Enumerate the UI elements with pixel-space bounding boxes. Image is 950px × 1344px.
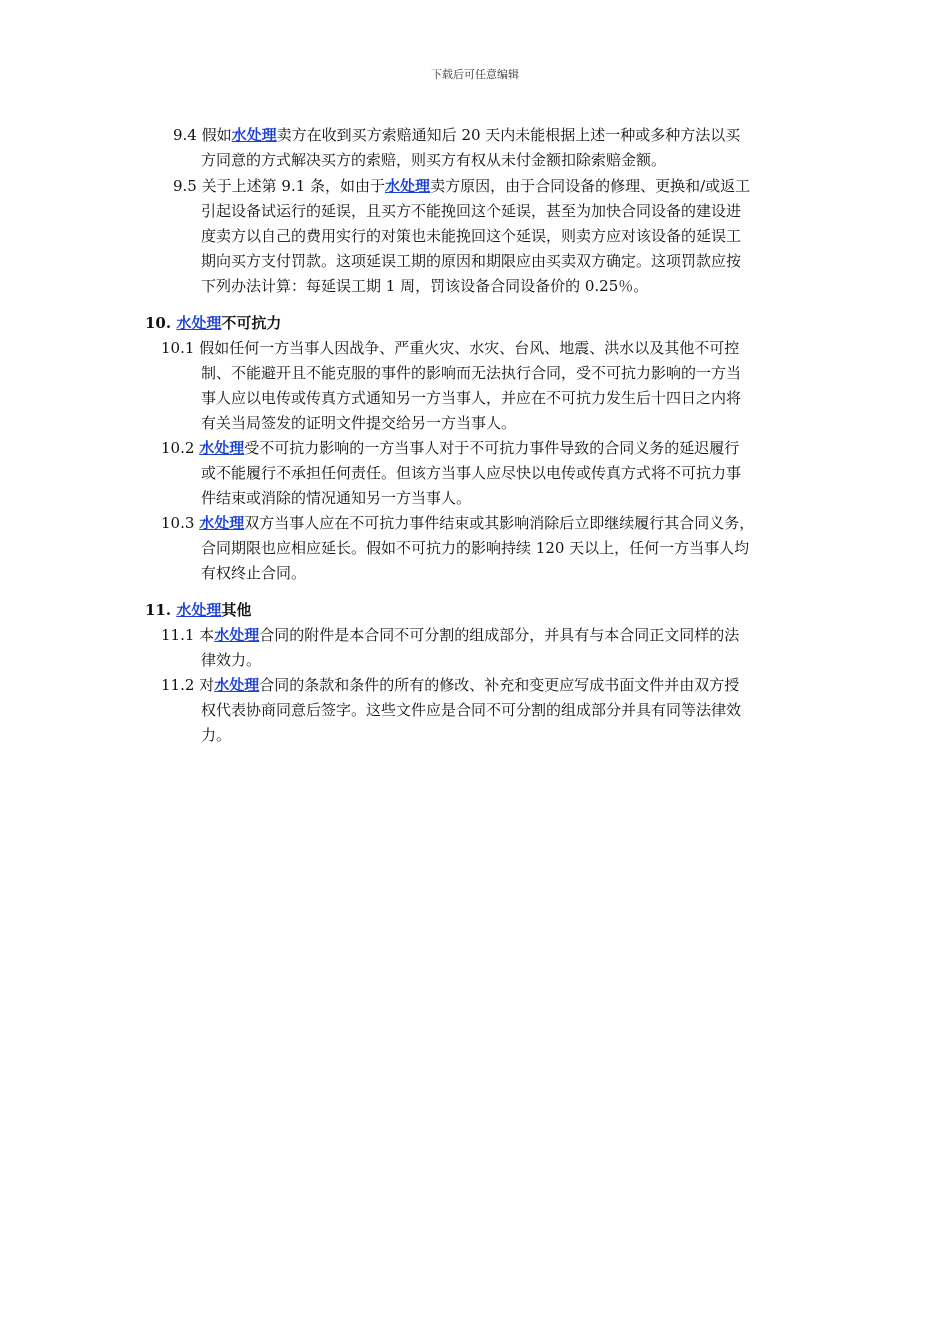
keyword-link[interactable]: 水处理 [199, 439, 245, 457]
clause-number: 10.1 [161, 339, 195, 357]
clause-line: 律效力。 [201, 651, 262, 669]
clause-first-line [173, 123, 740, 148]
clause-text: 受不可抗力影响的一方当事人对于不可抗力事件导致的合同义务的延迟履行 [244, 439, 740, 457]
clause-line: 度卖方以自己的费用实行的对策也未能挽回这个延误，则卖方应对该设备的延误工 [201, 227, 742, 245]
clause-line: 或不能履行不承担任何责任。但该方当事人应尽快以电传或传真方式将不可抗力事 [201, 464, 742, 482]
clause-number: 9.5 [173, 177, 197, 195]
clause-first-line [161, 511, 754, 536]
clause-number: 10.3 [161, 514, 195, 532]
keyword-link[interactable]: 水处理 [176, 314, 222, 332]
section-title: 不可抗力 [221, 314, 282, 332]
clause-text: 卖方在收到买方索赔通知后 20 天内未能根据上述一种或多种方法以买 [276, 126, 741, 144]
clause-line: 引起设备试运行的延误，且买方不能挽回这个延误，甚至为加快合同设备的建设进 [201, 202, 742, 220]
clause-number: 10.2 [161, 439, 195, 457]
clause-first-line [161, 623, 739, 648]
clause-line: 件结束或消除的情况通知另一方当事人。 [201, 489, 472, 507]
clause-text: 本 [199, 626, 215, 644]
clause-text: 假如 [201, 126, 232, 144]
clause-line: 合同期限也应相应延长。假如不可抗力的影响持续 120 天以上，任何一方当事人均 [201, 539, 750, 557]
clause-line: 方同意的方式解决买方的索赔，则买方有权从未付金额扣除索赔金额。 [201, 151, 667, 169]
section-heading-11 [145, 598, 251, 623]
section-number: 11. [145, 601, 172, 619]
clause-text: 假如任何一方当事人因战争、严重火灾、水灾、台风、地震、洪水以及其他不可控 [199, 339, 740, 357]
clause-9-5 [173, 174, 750, 299]
clause-first-line [161, 336, 741, 361]
section-number: 10. [145, 314, 172, 332]
section-title: 其他 [221, 601, 252, 619]
clause-number: 11.2 [161, 676, 195, 694]
clause-number: 9.4 [173, 126, 197, 144]
clause-text: 双方当事人应在不可抗力事件结束或其影响消除后立即继续履行其合同义务， [244, 514, 755, 532]
page-header: 下载后可任意编辑 [431, 68, 519, 81]
keyword-link[interactable]: 水处理 [176, 601, 222, 619]
clause-text: 卖方原因，由于合同设备的修理、更换和/或返工 [430, 177, 751, 195]
clause-line: 期向买方支付罚款。这项延误工期的原因和期限应由买卖双方确定。这项罚款应按 [201, 252, 742, 270]
keyword-link[interactable]: 水处理 [199, 514, 245, 532]
section-heading-10 [145, 311, 281, 336]
clause-10-1 [161, 336, 741, 436]
clause-line: 有权终止合同。 [201, 564, 307, 582]
clause-line: 权代表协商同意后签字。这些文件应是合同不可分割的组成部分并具有同等法律效 [201, 701, 742, 719]
clause-text: 对 [199, 676, 215, 694]
clause-number: 11.1 [161, 626, 195, 644]
clause-line: 下列办法计算：每延误工期 1 周，罚该设备合同设备价的 0.25％。 [201, 277, 649, 295]
clause-line: 事人应以电传或传真方式通知另一方当事人，并应在不可抗力发生后十四日之内将 [201, 389, 742, 407]
clause-11-1 [161, 623, 739, 673]
clause-11-2 [161, 673, 741, 748]
clause-10-3 [161, 511, 754, 586]
clause-text: 合同的条款和条件的所有的修改、补充和变更应写成书面文件并由双方授 [259, 676, 740, 694]
clause-text: 关于上述第 9.1 条，如由于 [201, 177, 386, 195]
clause-10-2 [161, 436, 741, 511]
keyword-link[interactable]: 水处理 [214, 626, 260, 644]
clause-text: 合同的附件是本合同不可分割的组成部分，并具有与本合同正文同样的法 [259, 626, 740, 644]
clause-9-4 [173, 123, 740, 173]
keyword-link[interactable]: 水处理 [214, 676, 260, 694]
keyword-link[interactable]: 水处理 [231, 126, 277, 144]
clause-first-line [161, 436, 741, 461]
keyword-link[interactable]: 水处理 [385, 177, 431, 195]
clause-line: 力。 [201, 726, 232, 744]
clause-line: 制、不能避开且不能克服的事件的影响而无法执行合同，受不可抗力影响的一方当 [201, 364, 742, 382]
clause-first-line [161, 673, 741, 698]
clause-first-line [173, 174, 750, 199]
clause-line: 有关当局签发的证明文件提交给另一方当事人。 [201, 414, 517, 432]
